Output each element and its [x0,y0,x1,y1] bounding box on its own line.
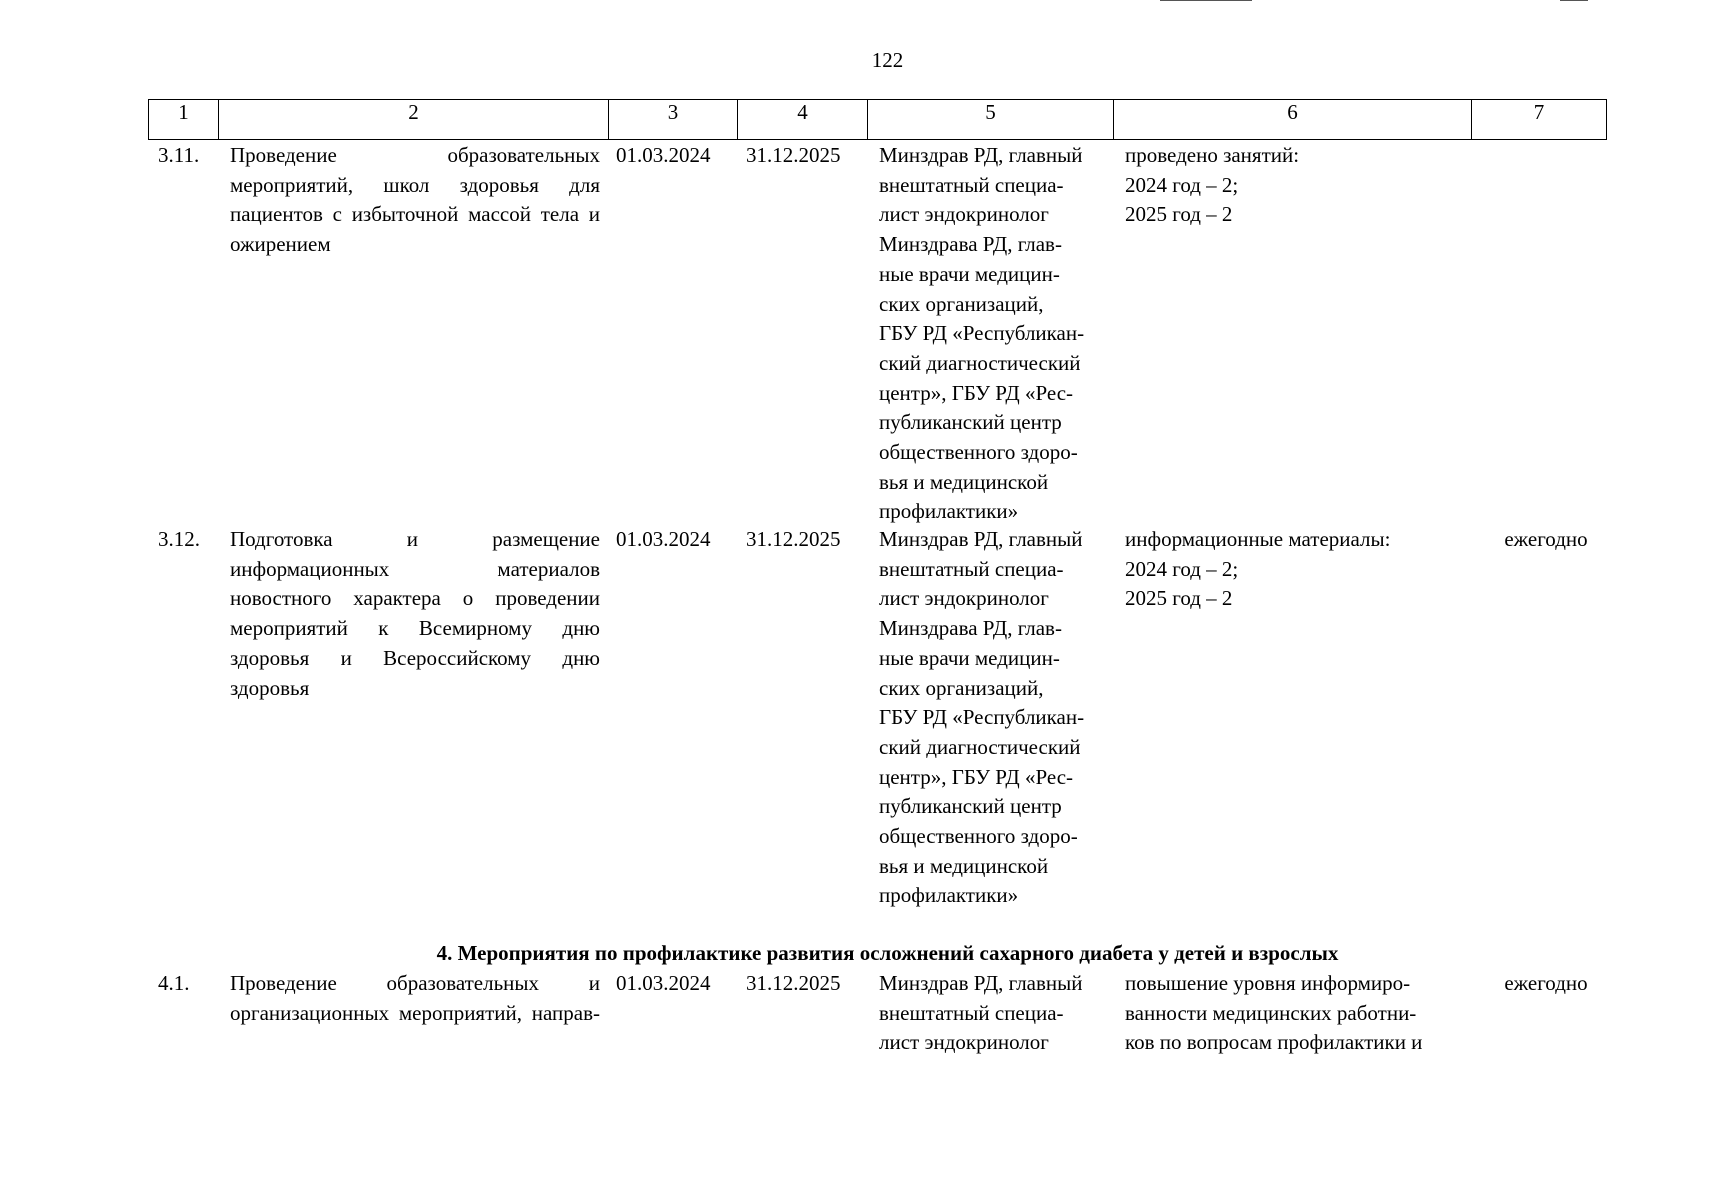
indicators [1125,141,1465,230]
indicators [1125,525,1465,614]
executor-line: ГБУ РД «Республикан- [879,705,1085,730]
section-heading: 4. Мероприятия по профилактике развития осложнений сахарного диабета у детей и взрослых [436,941,1339,965]
indicator-line: повышение уровня информиро- [1125,971,1411,995]
executor-line: Минздрав РД, главный [879,527,1083,551]
executor-line: профилактики» [879,499,1019,524]
scan-mark [1560,0,1588,1]
executor-line: центр», ГБУ РД «Рес- [879,380,1074,405]
executor-line: центр», ГБУ РД «Рес- [879,764,1074,789]
column-header: 7 [1472,100,1607,140]
executor-line: общественного здоро- [879,440,1078,465]
indicator-line: ванности медицинских работни- [1125,1000,1417,1025]
column-header: 1 [149,100,219,140]
responsible-executors [879,525,1119,911]
activity-name: Подготовка и размещение информационных материалов новостного характера о проведении мероприятий к Всемирному дню здоровья и Всероссийскому дню здоровья [230,527,600,700]
column-header: 3 [609,100,738,140]
indicator-line: ков по вопросам профилактики и [1125,1030,1423,1055]
column-header: 5 [868,100,1114,140]
end-date: 31.12.2025 [746,971,841,995]
activity-name: Проведение образовательных и организационных мероприятий, направ- [230,971,600,1025]
end-date: 31.12.2025 [746,143,841,167]
executor-line: ные врачи медицин- [879,645,1060,670]
start-date: 01.03.2024 [616,527,711,551]
header-row [149,100,1607,140]
executor-line: Минздрава РД, глав- [879,232,1062,257]
executor-line: Минздрав РД, главный [879,971,1083,995]
column-header: 4 [738,100,868,140]
page-number: 122 [871,48,904,72]
column-number-header [148,99,1607,140]
row-number: 4.1. [158,971,190,995]
executor-line: ских организаций, [879,675,1044,700]
executor-line: ные врачи медицин- [879,261,1060,286]
executor-line: лист эндокринолог [879,586,1049,611]
executor-line: ских организаций, [879,291,1044,316]
executor-line: Минздрава РД, глав- [879,616,1062,641]
executor-line: вья и медицинской [879,469,1049,494]
activity-name: Проведение образовательных мероприятий, школ здоровья для пациентов с избыточной массой тела и ожирением [230,143,600,257]
executor-line: внештатный специа- [879,1000,1064,1025]
indicator-line: 2025 год – 2 [1125,202,1233,227]
executor-line: внештатный специа- [879,172,1064,197]
column-header: 6 [1114,100,1472,140]
scan-mark [1160,0,1252,1]
indicator-line: информационные материалы: [1125,527,1391,551]
execution-term: ежегодно [1504,971,1588,995]
executor-line: ГБУ РД «Республикан- [879,321,1085,346]
executor-line: публиканский центр [879,410,1062,435]
indicator-line: 2025 год – 2 [1125,586,1233,611]
executor-line: ский диагностический [879,350,1081,375]
executor-line: Минздрав РД, главный [879,143,1083,167]
executor-line: публиканский центр [879,794,1062,819]
executor-line: внештатный специа- [879,556,1064,581]
start-date: 01.03.2024 [616,971,711,995]
indicator-line: 2024 год – 2; [1125,172,1239,197]
row-number: 3.12. [158,527,200,551]
end-date: 31.12.2025 [746,527,841,551]
column-header: 2 [219,100,609,140]
execution-term: ежегодно [1504,527,1588,551]
executor-line: общественного здоро- [879,824,1078,849]
executor-line: лист эндокринолог [879,1030,1049,1055]
executor-line: ский диагностический [879,734,1081,759]
responsible-executors [879,969,1119,1058]
executor-line: профилактики» [879,883,1019,908]
indicators [1125,969,1465,1058]
indicator-line: 2024 год – 2; [1125,556,1239,581]
indicator-line: проведено занятий: [1125,143,1300,167]
responsible-executors [879,141,1119,527]
executor-line: лист эндокринолог [879,202,1049,227]
row-number: 3.11. [158,143,200,167]
executor-line: вья и медицинской [879,853,1049,878]
start-date: 01.03.2024 [616,143,711,167]
